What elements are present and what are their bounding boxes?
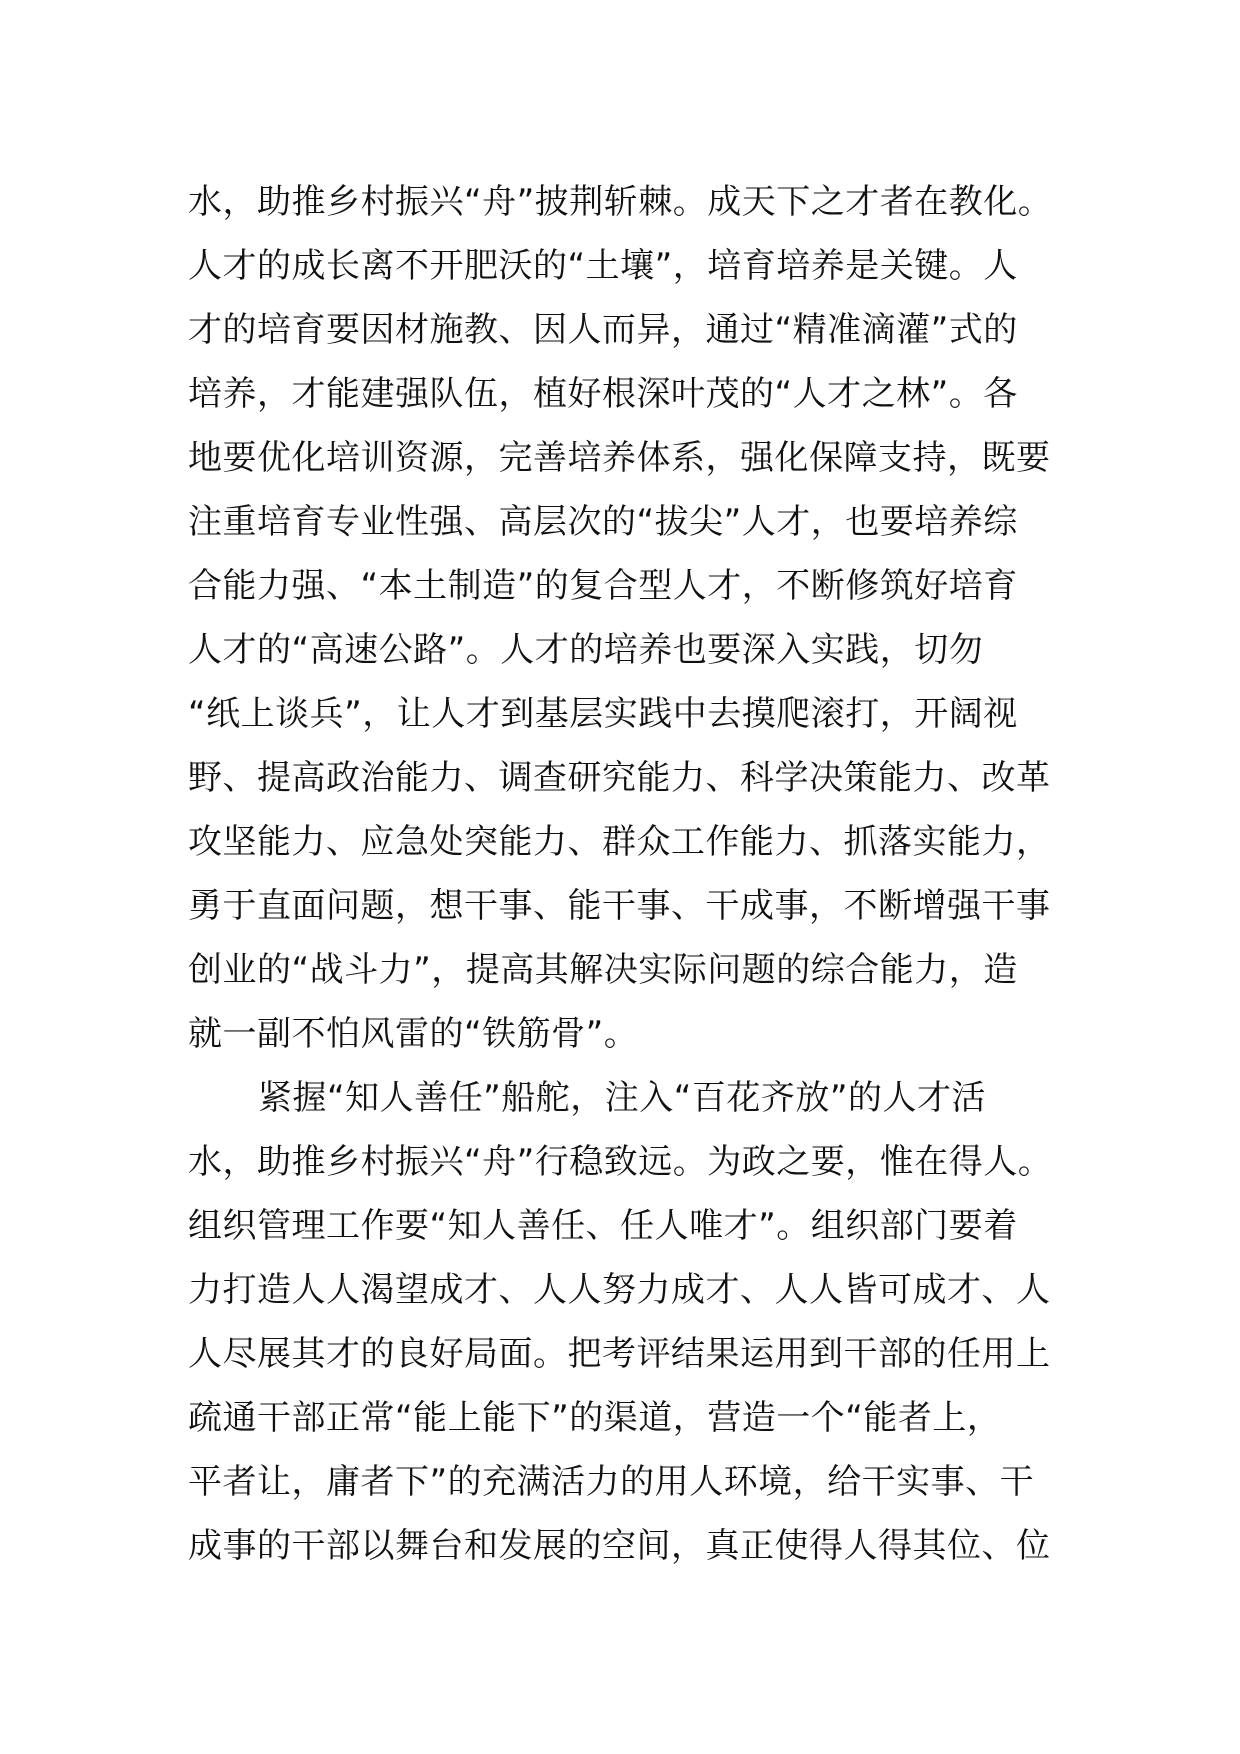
text-line: 才的培育要因材施教、因人而异，通过“精准滴灌”式的 [188, 310, 1018, 350]
text-line: 人才的“高速公路”。人才的培养也要深入实践，切勿 [188, 630, 984, 670]
text-line: 合能力强、“本土制造”的复合型人才，不断修筑好培育 [188, 566, 1018, 606]
text-line: 勇于直面问题，想干事、能干事、干成事，不断增强干事 [188, 886, 1051, 926]
text-line: 力打造人人渴望成才、人人努力成才、人人皆可成才、人 [188, 1270, 1051, 1310]
paragraph-start-line: 紧握“知人善任”船舵，注入“百花齐放”的人才活 [258, 1078, 986, 1118]
text-line: 就一副不怕风雷的“铁筋骨”。 [188, 1014, 639, 1054]
text-line: 水，助推乡村振兴“舟”披荆斩棘。成天下之才者在教化。 [188, 182, 1053, 222]
text-line: 组织管理工作要“知人善任、任人唯才”。组织部门要着 [188, 1206, 1018, 1246]
text-line: 平者让，庸者下”的充满活力的用人环境，给干实事、干 [188, 1462, 1035, 1502]
text-line: 地要优化培训资源，完善培养体系，强化保障支持，既要 [188, 438, 1051, 478]
text-line: 注重培育专业性强、高层次的“拔尖”人才，也要培养综 [188, 502, 1018, 542]
text-line: 水，助推乡村振兴“舟”行稳致远。为政之要，惟在得人。 [188, 1142, 1053, 1182]
text-line: “纸上谈兵”，让人才到基层实践中去摸爬滚打，开阔视 [188, 694, 1018, 734]
text-line: 成事的干部以舞台和发展的空间，真正使得人得其位、位 [188, 1526, 1051, 1566]
text-line: 攻坚能力、应急处突能力、群众工作能力、抓落实能力， [188, 822, 1051, 862]
text-line: 创业的“战斗力”，提高其解决实际问题的综合能力，造 [188, 950, 1018, 990]
body-text [188, 170, 1068, 1578]
text-line: 人才的成长离不开肥沃的“土壤”，培育培养是关键。人 [188, 246, 1018, 286]
text-line: 培养，才能建强队伍，植好根深叶茂的“人才之林”。各 [188, 374, 1018, 414]
text-line: 人尽展其才的良好局面。把考评结果运用到干部的任用上 [188, 1334, 1051, 1374]
text-line: 野、提高政治能力、调查研究能力、科学决策能力、改革 [188, 758, 1051, 798]
text-line: 疏通干部正常“能上能下”的渠道，营造一个“能者上， [188, 1398, 1002, 1438]
